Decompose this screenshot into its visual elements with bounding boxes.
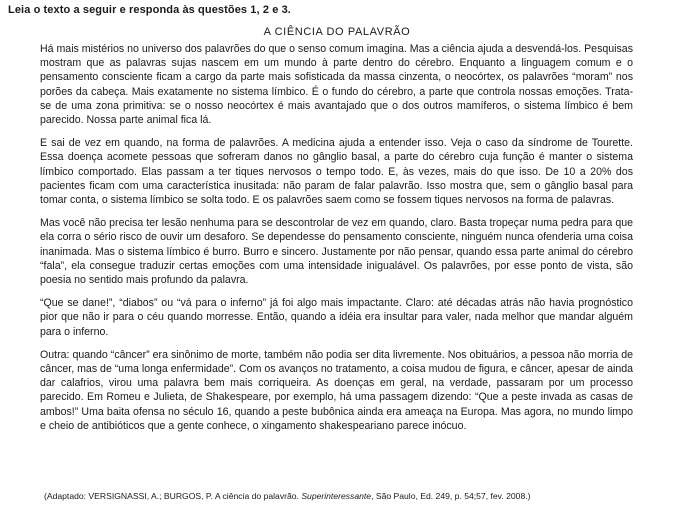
citation-suffix: , São Paulo, Ed. 249, p. 54;57, fev. 2008.) xyxy=(371,491,531,501)
citation-journal: Superinteressante xyxy=(301,491,372,501)
article-paragraph: Há mais mistérios no universo dos palavrões do que o senso comum imagina. Mas a ciência ajuda a desvendá-los. Pesquisas mostram que as palavras sujas nascem em um mundo à parte dentro do cérebro. Enquanto a linguagem comum e o pensamento consciente ficam a cargo da parte mais sofisticada da massa cinzenta, o neocórtex, os palavrões “moram” nos porões da cabeça. Mais exatamente no sistema límbico. É o fundo do cérebro, a parte que controla nossas emoções. Trata-se de uma zona primitiva: se o nosso neocórtex é mais avantajado que o dos outros mamíferos, o sistema límbico é bem parecido. Nossa parte animal fica lá. xyxy=(40,43,633,127)
article-paragraph: Outra: quando “câncer” era sinônimo de morte, também não podia ser dita livremente. Nos obituários, a pessoa não morria de câncer, mas de “uma longa enfermidade”. Com os avanços no tratamento, a coisa mudou de figura, e câncer, apesar de ainda dar calafrios, virou uma palavra bem mais corriqueira. As doenças em geral, na verdade, passaram por um processo parecido. Em Romeu e Julieta, de Shakespeare, por exemplo, há uma passagem dizendo: “Que a peste invada as casas de ambos!” Uma baita ofensa no século 16, quando a peste bubônica ainda era ameaça na Europa. Mas agora, no mundo limpo e cheio de antibióticos que a gente conhece, o xingamento shakespeariano parece inócuo. xyxy=(40,348,634,432)
citation-prefix: (Adaptado: VERSIGNASSI, A.; BURGOS, P. A ciência do palavrão. xyxy=(44,491,302,501)
article-title: A CIÊNCIA DO PALAVRÃO xyxy=(263,26,411,38)
source-citation xyxy=(44,491,644,501)
article-body xyxy=(40,42,633,433)
article-paragraph: Mas você não precisa ter lesão nenhuma para se descontrolar de vez em quando, claro. Basta tropeçar numa pedra para que ela corra o sério risco de ouvir um desaforo. Se dependesse do pensamento consciente, ninguém nunca ofenderia uma coisa inanimada. Mas o sistema límbico é burro. Burro e sincero. Justamente por não pensar, quando essa parte animal do cérebro “fala”, ela consegue traduzir certas emoções com uma intensidade inigualável. Os palavrões, por esse ponto de vista, são poesia no sentido mais profundo da palavra. xyxy=(40,217,633,287)
article-paragraph: E sai de vez em quando, na forma de palavrões. A medicina ajuda a entender isso. Veja o caso da síndrome de Tourette. Essa doença acomete pessoas que sofreram danos no gânglio basal, a parte do cérebro cuja função é manter o sistema límbico comportado. Elas passam a ter tiques nervosos o tempo todo. E, às vezes, mais do que isso. De 10 a 20% dos pacientes ficam com uma característica inusitada: não param de falar palavrão. Isso mostra que, sem o gânglio basal para tomar conta, o sistema límbico se solta todo. E os palavrões saem como se fossem tiques nervosos na forma de palavras. xyxy=(40,137,633,207)
instruction-text: Leia o texto a seguir e responda às questões 1, 2 e 3. xyxy=(8,4,291,16)
article-paragraph: “Que se dane!”, “diabos” ou “vá para o inferno” já foi algo mais impactante. Claro: até décadas atrás não havia prognóstico pior que não ir para o céu quando morresse. Então, quando a idéia era insultar para valer, nada melhor que mandar alguém para o inferno. xyxy=(40,297,633,338)
